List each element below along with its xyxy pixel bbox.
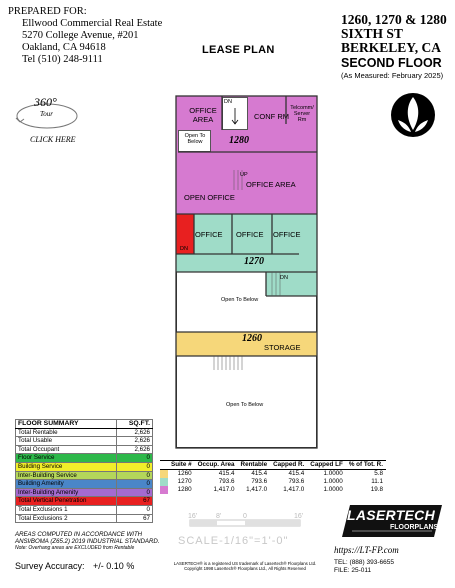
room-telcomm: Telcomm/ Server Rm bbox=[290, 105, 314, 123]
table-row[interactable] bbox=[160, 486, 386, 494]
suite-cell: 1,417.0 bbox=[246, 486, 268, 493]
suite-cell: 19.8 bbox=[370, 486, 383, 493]
summary-value: 67 bbox=[117, 497, 153, 506]
suite-cell: 793.6 bbox=[218, 478, 235, 485]
areas-note-line: AREAS COMPUTED IN ACCORDANCE WITH bbox=[15, 531, 143, 538]
summary-value: 0 bbox=[117, 462, 153, 471]
scale-mark: 16' bbox=[188, 513, 198, 520]
suite-cell: 793.6 bbox=[251, 478, 268, 485]
suite-col-header: Rentable bbox=[238, 461, 271, 470]
legal-line: LASERTECH® is a registered US trademark of Lasertech® Floorplans Ltd. bbox=[173, 561, 317, 566]
address-line: SIXTH ST bbox=[341, 26, 403, 41]
table-row bbox=[16, 514, 153, 523]
legal-notice bbox=[160, 561, 330, 572]
legal-line: Copyright 1998 Lasertech® Floorplans Ltd., All Rights Reserved bbox=[184, 566, 306, 572]
scale-bar-icon bbox=[182, 510, 312, 532]
contact-block bbox=[334, 559, 394, 575]
suite-1270-number: 1270 bbox=[244, 256, 264, 267]
floor-summary-unit: SQ.FT. bbox=[117, 420, 153, 429]
suite-cell: 11.1 bbox=[371, 478, 383, 485]
suite-cell: 5.8 bbox=[374, 470, 383, 477]
prepared-for-block bbox=[8, 6, 162, 66]
open-to-below-label: Open To Below bbox=[221, 297, 259, 303]
summary-label: Total Rentable bbox=[16, 428, 117, 437]
prepared-for-heading: PREPARED FOR: bbox=[8, 6, 87, 17]
areas-note-small: Note: Overhang areas are EXCLUDED from Rentable bbox=[15, 545, 135, 551]
suite-cell: 793.6 bbox=[288, 478, 305, 485]
summary-value: 0 bbox=[117, 454, 153, 463]
suite-cell: 1280 bbox=[177, 486, 192, 493]
room-conf-rm: CONF RM bbox=[254, 112, 289, 121]
measured-date: (As Measured: February 2025) bbox=[341, 71, 444, 80]
summary-value: 0 bbox=[117, 480, 153, 489]
suite-1280-number: 1280 bbox=[229, 135, 249, 146]
suite-cell: 415.4 bbox=[288, 470, 305, 477]
summary-label: Total Usable bbox=[16, 437, 117, 446]
floor-block bbox=[341, 56, 443, 80]
dn-label: DN bbox=[180, 246, 188, 252]
floor-summary-title: FLOOR SUMMARY bbox=[16, 420, 117, 429]
room-office-area-top: OFFICE AREA bbox=[189, 106, 217, 124]
areas-note bbox=[15, 531, 175, 552]
room-office-3: OFFICE bbox=[273, 230, 301, 239]
summary-value: 67 bbox=[117, 514, 153, 523]
table-row bbox=[16, 454, 153, 463]
summary-value: 2,626 bbox=[117, 437, 153, 446]
suite-col-header: % of Tot. R. bbox=[346, 461, 386, 470]
suite-table bbox=[160, 460, 386, 494]
suite-table-header bbox=[160, 461, 386, 470]
summary-label: Total Occupant bbox=[16, 445, 117, 454]
summary-label: Building Amenity bbox=[16, 480, 117, 489]
scale-text: SCALE-1/16"=1'-0" bbox=[178, 535, 289, 547]
room-open-office: OPEN OFFICE bbox=[184, 193, 235, 202]
logo-name: LASERTECH bbox=[347, 507, 436, 523]
summary-label: Inter-Building Service bbox=[16, 471, 117, 480]
table-row bbox=[16, 445, 153, 454]
suite-1260-number: 1260 bbox=[242, 333, 262, 344]
suite-cell: 1,417.0 bbox=[283, 486, 305, 493]
summary-label: Total Exclusions 1 bbox=[16, 505, 117, 514]
suite-cell: 1260 bbox=[177, 470, 192, 477]
summary-value: 0 bbox=[117, 488, 153, 497]
file-text: FILE: 25-011 bbox=[334, 567, 372, 574]
floor-summary-table bbox=[15, 419, 153, 523]
prepared-for-line: Oakland, CA 94618 bbox=[22, 42, 106, 53]
open-to-below-label: Open To Below bbox=[226, 402, 264, 408]
suite-col-header: Occup. Area bbox=[195, 461, 238, 470]
up-label: UP bbox=[240, 172, 248, 178]
room-storage: STORAGE bbox=[264, 343, 301, 352]
suite-swatch bbox=[160, 478, 168, 486]
room-office-2: OFFICE bbox=[236, 230, 264, 239]
suite-col-header: Capped R. bbox=[270, 461, 307, 470]
floor-summary-header bbox=[16, 420, 153, 429]
summary-value: 2,626 bbox=[117, 428, 153, 437]
summary-value: 2,626 bbox=[117, 445, 153, 454]
summary-label: Total Exclusions 2 bbox=[16, 514, 117, 523]
table-row bbox=[16, 497, 153, 506]
table-row bbox=[16, 505, 153, 514]
table-row[interactable] bbox=[160, 470, 386, 479]
compass-logo-icon bbox=[390, 92, 436, 138]
room-office-area-main: OFFICE AREA bbox=[246, 180, 296, 189]
logo-sub: FLOORPLANS bbox=[390, 524, 439, 531]
suite-cell: 1.0000 bbox=[323, 486, 343, 493]
tel-text: TEL: (888) 393-6655 bbox=[334, 559, 394, 566]
address-line: 1260, 1270 & 1280 bbox=[341, 12, 447, 27]
table-row bbox=[16, 471, 153, 480]
suite-cell: 1270 bbox=[177, 478, 192, 485]
areas-note-line: ANSI/BOMA (Z65.2) 2019 INDUSTRIAL STANDARD. bbox=[15, 538, 160, 545]
dn-label: DN bbox=[280, 275, 288, 281]
summary-label: Inter-Building Amenity bbox=[16, 488, 117, 497]
room-office-1: OFFICE bbox=[195, 230, 223, 239]
table-row bbox=[16, 428, 153, 437]
address-line: BERKELEY, CA bbox=[341, 40, 442, 55]
floor-title: SECOND FLOOR bbox=[341, 56, 442, 70]
summary-label: Total Vertical Penetration bbox=[16, 497, 117, 506]
summary-value: 0 bbox=[117, 505, 153, 514]
suite-cell: 1.0000 bbox=[323, 478, 343, 485]
dn-label: DN bbox=[224, 99, 232, 105]
tour-label: 360° bbox=[34, 95, 57, 109]
suite-cell: 415.4 bbox=[251, 470, 268, 477]
table-row bbox=[16, 462, 153, 471]
property-address bbox=[341, 13, 447, 55]
summary-label: Floor Service bbox=[16, 454, 117, 463]
survey-accuracy bbox=[15, 561, 134, 571]
suite-swatch bbox=[160, 470, 168, 479]
suite-cell: 1.0000 bbox=[323, 470, 343, 477]
suite-swatch bbox=[160, 486, 168, 494]
suite-col-header: Suite # bbox=[168, 461, 195, 470]
prepared-for-line: Tel (510) 248-9111 bbox=[22, 54, 103, 65]
scale-mark: 8' bbox=[216, 513, 222, 520]
suite-cell: 415.4 bbox=[218, 470, 235, 477]
website-link[interactable]: https://LT-FP.com bbox=[334, 545, 399, 555]
table-row[interactable] bbox=[160, 478, 386, 486]
survey-accuracy-value: +/- 0.10 % bbox=[93, 561, 135, 571]
tour-sub: Tour bbox=[40, 110, 53, 118]
table-row bbox=[16, 488, 153, 497]
prepared-for-line: Ellwood Commercial Real Estate bbox=[22, 18, 163, 29]
suite-col-header: Capped LF bbox=[307, 461, 346, 470]
suite-cell: 1,417.0 bbox=[213, 486, 235, 493]
lease-plan-title: LEASE PLAN bbox=[202, 44, 275, 56]
summary-label: Building Service bbox=[16, 462, 117, 471]
summary-value: 0 bbox=[117, 471, 153, 480]
table-row bbox=[16, 437, 153, 446]
prepared-for-line: 5270 College Avenue, #201 bbox=[22, 30, 139, 41]
tour-click-link[interactable]: CLICK HERE bbox=[30, 135, 76, 144]
open-to-below-label: Open To Below bbox=[184, 133, 206, 145]
table-row bbox=[16, 480, 153, 489]
plan-walls bbox=[174, 94, 320, 450]
scale-mark: 16' bbox=[294, 513, 304, 520]
scale-mark: 0 bbox=[243, 513, 247, 520]
survey-accuracy-label: Survey Accuracy: bbox=[15, 561, 85, 571]
